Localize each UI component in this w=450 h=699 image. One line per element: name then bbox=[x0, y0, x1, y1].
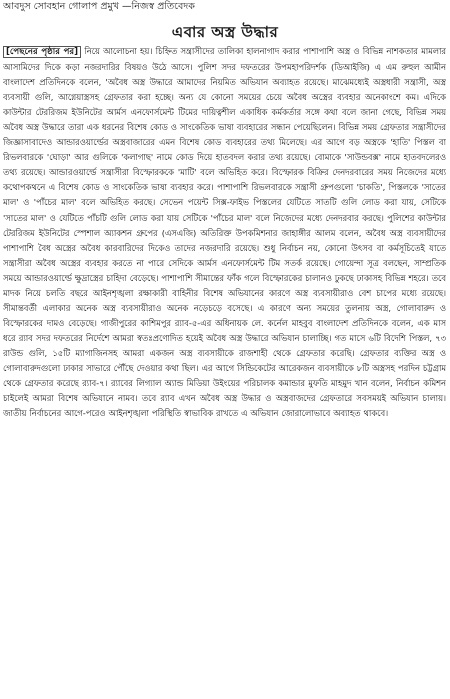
continued-from-tag: [পেছনের পৃষ্ঠার পর] bbox=[3, 46, 81, 58]
article-body bbox=[3, 44, 446, 695]
article-headline: এবার অস্ত্র উদ্ধার bbox=[171, 23, 279, 41]
byline: আবদুস সোবহান গোলাপ প্রমুখ —নিজস্ব প্রতিবেদক bbox=[3, 1, 195, 12]
article-text: নিয়ে আলোচনা হয়। চিহ্নিত সন্ত্রাসীদের তালিকা হালনাগাদ করার পাশাপাশি অস্ত্র ও বিভিন্ন নাশকতার মামলার আসামিদের দিকে কড়া নজরদারির বিষয়ও উঠে আসে। পুলিশ সদর দফতরের উপমহাপরিদর্শক (ডিআইজি) এ এম রুহুল আমীন বাংলাদেশ প্রতিদিনকে বলেন, 'অবৈধ অস্ত্র উদ্ধারে আমাদের নিয়মিত অভিযান অব্যাহত রয়েছে। মাঝেমধ্যেই অস্ত্রধারী সন্ত্রাসী, অস্ত্র ব্যবসায়ী গুলি, আগ্নেয়াস্ত্রসহ গ্রেফতার করা হচ্ছে। অন্য যে কোনো সময়ের চেয়ে অবৈধ অস্ত্রের ব্যবহার অনেকাংশে কম। এদিকে কাউন্টার টেররিজম ইউনিটের আর্মস এনফোর্সমেন্ট টিমের দায়িত্বশীল একাধিক কর্মকর্তার সঙ্গে কথা বলে জানা গেছে, বিভিন্ন সময় অবৈধ অস্ত্র উদ্ধারে তারা এক ধরনের বিশেষ কোড ও সাংকেতিক ভাষা ব্যবহারের সন্ধান পেয়েছিলেন। বিভিন্ন সময় গ্রেফতার সন্ত্রাসীদের জিজ্ঞাসাবাদেও আন্ডারওয়ার্ল্ডের অস্ত্রবাজারের এমন বিশেষ কোড ব্যবহারের তথ্য মিলেছে। এর আগে বড় অস্ত্রকে 'হাতি' পিস্তল বা রিভলবারকে 'ঘোড়া' আর গুলিকে 'কলাগাছ' নামে কোড দিয়ে হাতবদল করার তথ্য রয়েছে। বোমাকে 'সাউন্ডবক্স' নামে হাতবদলেরও তথ্য রয়েছে। আন্ডারওয়ার্ল্ডে সন্ত্রাসীরা বিস্ফোরককে 'মাটি' বলে অভিহিত করে। বিস্ফোরক বিক্রির দেনদরবারের সময় নিজেদের মধ্যে কথোপকথনে এ বিশেষ কোড ও সাংকেতিক ভাষা ব্যবহার করে। পাশাপাশি রিভলবারকে সন্ত্রাসী গ্রুপগুলো 'চাকতি', পিস্তলকে 'সাতের মাল' ও 'পাঁচের মাল' বলে অভিহিত করছে। সেভেন পয়েন্ট সিক্স-ফাইভ পিস্তলের যেটিতে সাতটি গুলি লোড করা যায়, সেটিকে 'সাতের মাল' ও যেটিতে পাঁচটি গুলি লোড করা যায় সেটিকে 'পাঁচের মাল' বলে নিজেদের মধ্যে দেনদরবার করছে। পুলিশের কাউন্টার টেররিজম ইউনিটের স্পেশাল অ্যাকশন গ্রুপের (এসএজি) অতিরিক্ত উপকমিশনার জাহাঙ্গীর আলম বলেন, অবৈধ অস্ত্র ব্যবসায়ীদের পাশাপাশি বৈধ অস্ত্রের অবৈধ কারবারিদের দিকেও তাদের নজরদারি রয়েছে। শুধু নির্বাচন নয়, কোনো উৎসব বা কর্মসূচিতেই যাতে সন্ত্রাসীরা অবৈধ অস্ত্রের ব্যবহার করতে না পারে সেদিকে আর্মস এনফোর্সমেন্ট টিম সতর্ক রয়েছে। গোয়েন্দা সূত্র বলছেন, সাম্প্রতিক সময়ে আন্ডারওয়ার্ল্ডে ক্ষুদ্রাস্ত্রের চাহিদা বেড়েছে। পাশাপাশি সীমান্তের ফাঁক গলে বিস্ফোরকের চালানও ঢুকছে ঢাকাসহ বিভিন্ন শহরে। তবে মাদক নিয়ে চলতি বছরে আইনশৃঙ্খলা রক্ষাকারী বাহিনীর বিশেষ অভিযানের কারণে অস্ত্র ব্যবসায়ীরাও বেশ চাপের মধ্যে রয়েছে। সীমান্তবর্তী এলাকার অনেক অস্ত্র ব্যবসায়ীরাও অনেক নড়েচড়ে বসেছে। এ কারণে অন্য সময়ের তুলনায় অস্ত্র, গোলাবারুদ ও বিস্ফোরকের দামও বেড়েছে। গাজীপুরের কাশিমপুর র‌্যাব-৫-এর অধিনায়ক লে. কর্নেল মাহবুব বাংলাদেশ প্রতিদিনকে বলেন, এক মাস ধরে র‌্যাব সদর দফতরের নির্দেশে আমরা স্বতঃপ্রণোদিত হয়েই অবৈধ অস্ত্র উদ্ধারে অভিযান চালাচ্ছি। গত মাসে ৬টি বিদেশি পিস্তল, ৭৩ রাউন্ড গুলি, ১৫টি ম্যাগাজিনসহ আমরা একজন অস্ত্র ব্যবসায়ীকে রাজশাহী থেকে গ্রেফতার করেছি। গ্রেফতার ব্যক্তির অস্ত্র ও গোলাবারুদগুলো ঢাকার সাভারে পৌঁছে দেওয়ার কথা ছিল। এর আগে সিন্ডিকেটের আরেকজন ব্যবসায়ীকে ৮টি অস্ত্রসহ পরদিন চট্টগ্রাম থেকে গ্রেফতার করেছে র‌্যাব-৭। র‌্যাবের লিগ্যাল অ্যান্ড মিডিয়া উইংয়ের পরিচালক কমান্ডার মুফতি মাহমুদ খান বলেন, নির্বাচন কমিশন চাইলেই আমরা বিশেষ অভিযানে নামব। তবে র‌্যাব এখন অবৈধ অস্ত্র উদ্ধার ও অস্ত্রবাজদের গ্রেফতারে সবসময়ই অভিযান চালায়। জাতীয় নির্বাচনের আগে-পরেও আইনশৃঙ্খলা পরিস্থিতি স্বাভাবিক রাখতে এ অভিযান জোরালোভাবে অব্যাহত থাকবে। bbox=[3, 46, 446, 419]
